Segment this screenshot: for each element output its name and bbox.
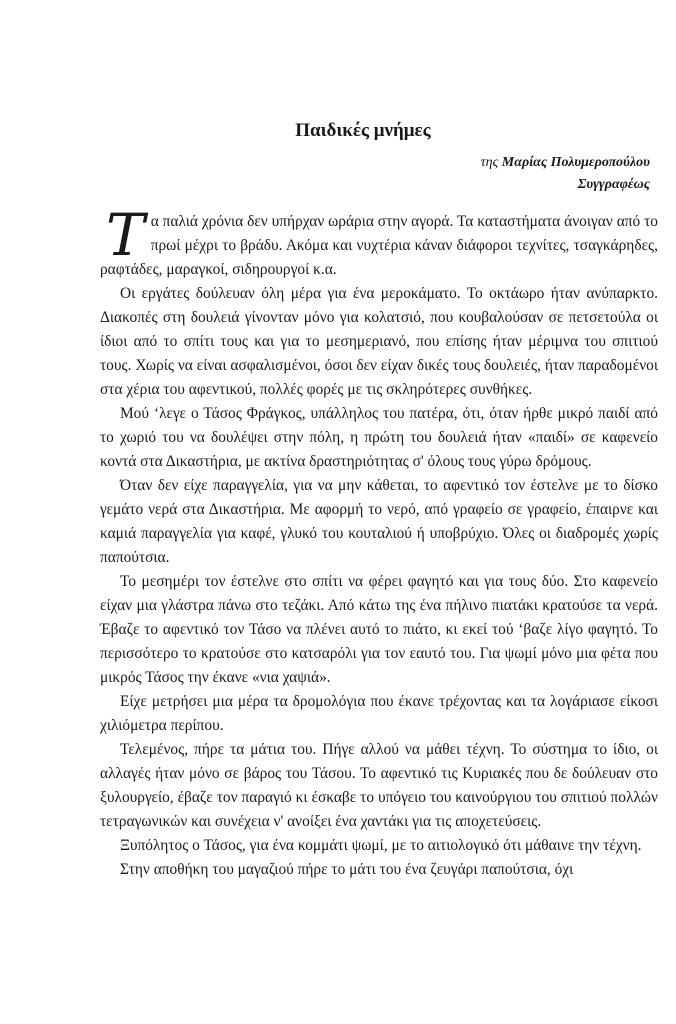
article-title: Παιδικές μνήμες — [295, 120, 431, 141]
paragraph-text: α παλιά χρόνια δεν υπήρχαν ωράρια στην αγορά. Τα καταστήματα άνοιγαν από το πρωί μέχρι το βράδυ. Ακόμα και νυχτέρια κάναν διάφοροι τεχνίτες, τσαγκάρηδες, ραφτάδες, μαραγκοί, σιδηρουργοί κ.α. — [100, 213, 658, 278]
paragraph: Το μεσημέρι τον έστελνε στο σπίτι να φέρει φαγητό και για τους δύο. Στο καφενείο είχαν μια γλάστρα πάνω στο τεζάκι. Από κάτω της ένα πήλινο πιατάκι κρατούσε τα νερά. Έβαζε το αφεντικό τον Τάσο να πλένει αυτό το πιάτο, κι εκεί τού ‘βαζε λίγο φαγητό. Το περισσότερο το κρατούσε στο κατσαρόλι για τον εαυτό του. Για ψωμί μόνο μια φέτα που μικρός Τάσος την έκανε «νια χαψιά». — [100, 573, 658, 686]
paragraph — [100, 201, 658, 282]
paragraph: Μού ‘λεγε ο Τάσος Φράγκος, υπάλληλος του πατέρα, ότι, όταν ήρθε μικρό παιδί από το χωριό του να δουλέψει στην πόλη, η πρώτη του δουλειά ήταν «παιδί» σε καφενείο κοντά στα Δικαστήρια, με ακτίνα δραστηριότητας σ' όλους τους γύρω δρόμους. — [100, 405, 658, 470]
paragraph: Είχε μετρήσει μια μέρα τα δρομολόγια που έκανε τρέχοντας και τα λογάριασε είκοσι χιλιόμετρα περίπου. — [100, 693, 658, 734]
article-body — [100, 201, 658, 882]
byline-role: Συγγραφέως — [577, 177, 650, 192]
paragraph: Οι εργάτες δούλευαν όλη μέρα για ένα μεροκάματο. Το οκτάωρο ήταν ανύπαρκτο. Διακοπές στη δουλειά γίνονταν μόνο για κολατσιό, που κουβαλούσαν σε πετσετούλα οι ίδιοι από το σπίτι τους και για το μεσημεριανό, που επίσης ήταν μέριμνα του σπιτιού τους. Χωρίς να είναι ασφαλισμένοι, όσοι δεν είχαν δικές τους δουλειές, ήταν παραδομένοι στα χέρια του αφεντικού, πολλές φορές με τις σκληρότερες συνθήκες. — [100, 285, 658, 398]
byline-author-line — [481, 152, 650, 174]
byline — [481, 152, 650, 196]
drop-cap: Τ — [106, 201, 145, 269]
paragraph: Στην αποθήκη του μαγαζιού πήρε το μάτι του ένα ζευγάρι παπούτσια, όχι — [120, 861, 574, 878]
paragraph: Τελεμένος, πήρε τα μάτια του. Πήγε αλλού να μάθει τέχνη. Το σύστημα το ίδιο, οι αλλαγές ήταν μόνο σε βάρος του Τάσου. Το αφεντικό τις Κυριακές που δε δούλευαν στο ξυλουργείο, έβαζε τον παραγιό κι έσκαβε το υπόγειο του καινούργιου του σπιτιού πολλών τετραγωνικών και συνέχεια ν' ανοίξει ένα χαντάκι για τις αποχετεύσεις. — [100, 741, 658, 830]
byline-prefix: της — [480, 155, 499, 170]
paragraph: Ξυπόλητος ο Τάσος, για ένα κομμάτι ψωμί, με το αιτιολογικό ότι μάθαινε την τέχνη. — [120, 837, 642, 854]
paragraph: Όταν δεν είχε παραγγελία, για να μην κάθεται, το αφεντικό τον έστελνε με το δίσκο γεμάτο νερά στα Δικαστήρια. Με αφορμή το νερό, από γραφείο σε γραφείο, έπαιρνε και καμιά παραγγελία για καφέ, γλυκό του κουταλιού ή υποβρύχιο. Όλες οι διαδρομές χωρίς παπούτσια. — [100, 477, 658, 566]
byline-author: Μαρίας Πολυμεροπούλου — [501, 155, 650, 170]
